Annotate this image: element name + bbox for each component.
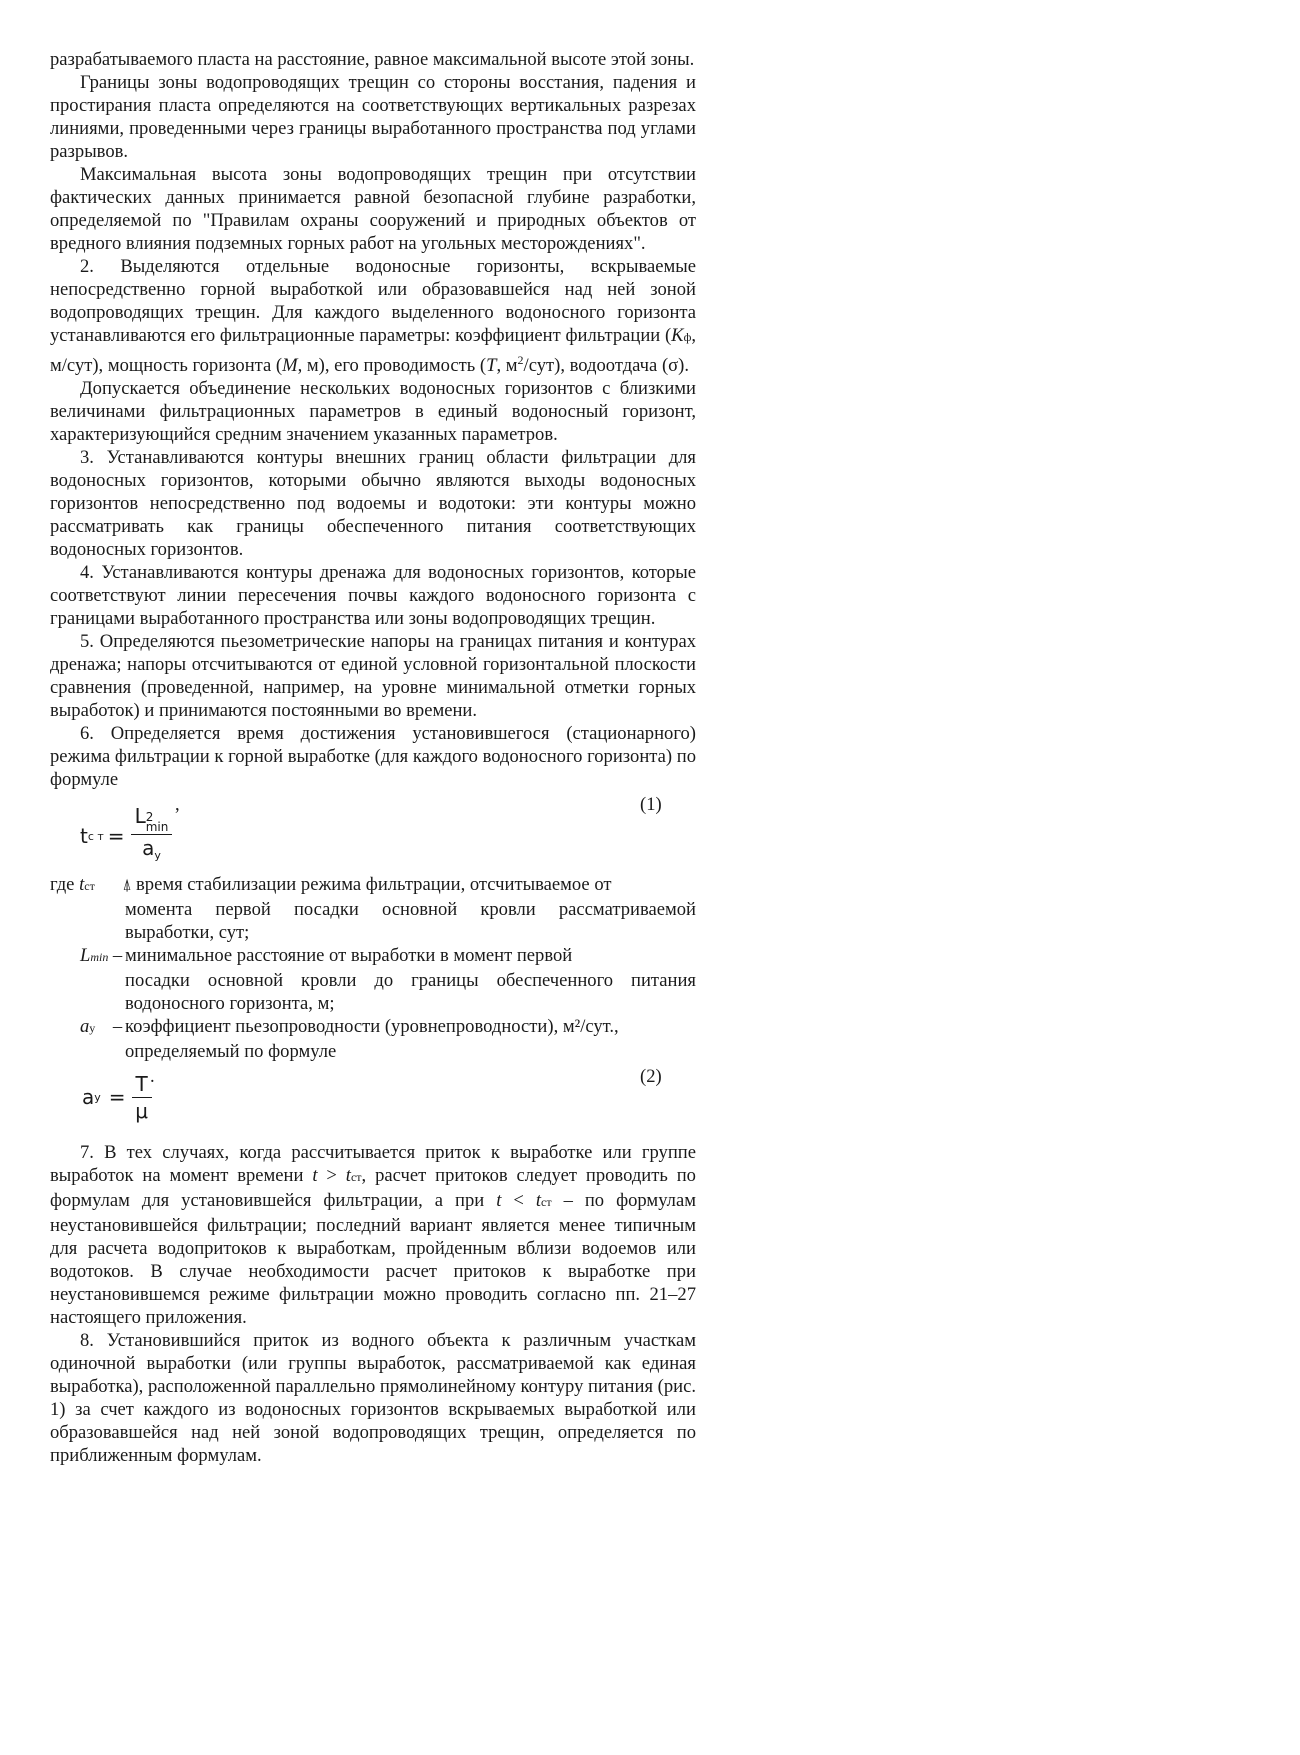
equation-number-1: (1) xyxy=(640,794,662,816)
document-page xyxy=(50,48,696,1467)
formula-2: . (2) a y = $\frac{T}{\mu}$ xyxy=(82,1066,662,1124)
paragraph-merge-horizons: Допускается объединение нескольких водоносных горизонтов с близкими величинами фильтрационных параметров в единый водоносный горизонт, характеризующийся средним значением указанных параметров. xyxy=(50,378,696,446)
formula-1-expression: t с т = L 2 min $a_y$ xyxy=(80,805,172,867)
paragraph-item-3: 3. Устанавливаются контуры внешних границ области фильтрации для водоносных горизонтов, которыми обычно являются выходы водоносных горизонтов непосредственно под водоемы и водотоки: эти контуры можно рассматривать как границы обеспеченного питания соответствующих водоносных горизонтов. xyxy=(50,447,696,561)
paragraph-fracture-zone-boundaries: Границы зоны водопроводящих трещин со стороны восстания, падения и простирания пласта определяются на соответствующих вертикальных разрезах линиями, проведенными через границы выработанного пространства под углами разрывов. xyxy=(50,72,696,162)
paragraph-continuation: разрабатываемого пласта на расстояние, равное максимальной высоте этой зоны. xyxy=(50,49,695,70)
paragraph-item-6: 6. Определяется время достижения установившегося (стационарного) режима фильтрации к горной выработке (для каждого водоносного горизонта) по формуле xyxy=(50,723,696,791)
broken-dash-glyph-icon: ⍋ xyxy=(122,875,132,895)
variable-definitions: где tст ⍋ время стабилизации режима фильтрации, отсчитываемое от момента первой посадки основной кровли рассматриваемой выработки, сут; Lmin – минимальное расстояние от выработки в момент первой посадки основной кровли до границы обеспеченного питания водоносного горизонта, м; aу – коэффициент пьезопроводности (уровнепроводности), м²/сут., определяемый по формуле xyxy=(50,874,696,1063)
paragraph-item-8: 8. Установившийся приток из водного объекта к различным участкам одиночной выработки (или группы выработок, рассматриваемой как единая выработка), расположенной параллельно прямолинейному контуру питания (рис. 1) за счет каждого из водоносных горизонтов вскрываемых выработкой или образовавшейся над ней зоной водопроводящих трещин, определяется по приближенным формулам. xyxy=(50,1330,696,1467)
paragraph-max-height: Максимальная высота зоны водопроводящих трещин при отсутствии фактических данных принимается равной безопасной глубине разработки, определяемой по "Правилам охраны сооружений и природных объектов от вредного влияния подземных горных работ на угольных месторождениях". xyxy=(50,164,696,254)
paragraph-item-4: 4. Устанавливаются контуры дренажа для водоносных горизонтов, которые соответствуют линии пересечения почвы каждого водоносного горизонта с границами выработанного пространства или зоны водопроводящих трещин. xyxy=(50,562,696,630)
paragraph-item-2: 2. Выделяются отдельные водоносные горизонты, вскрываемые непосредственно горной выработкой или образовавшейся над ней зоной водопроводящих трещин. Для каждого выделенного водоносного горизонта устанавливаются его фильтрационные параметры: коэффициент фильтрации (Kф, м/сут), мощность горизонта (M, м), его проводимость (T, $м^2/сут$), водоотдача (σ). xyxy=(50,256,696,377)
fraction: $\frac{T}{\mu}$ xyxy=(132,1073,152,1122)
fraction: L 2 min $a_y$ xyxy=(131,805,173,867)
paragraph-item-7: 7. В тех случаях, когда рассчитывается приток к выработке или группе выработок на момент времени t > tст, расчет притоков следует проводить по формулам для установившейся фильтрации, а при t < tст – по формулам неустановившейся фильтрации; последний вариант является менее типичным для расчета водопритоков к выработкам, пройденным вблизи водоемов или водотоков. В случае необходимости расчет притоков к выработке при неустановившемся режиме фильтрации можно проводить согласно пп. 21–27 настоящего приложения. xyxy=(50,1142,696,1329)
definition-l-min: Lmin – минимальное расстояние от выработки в момент первой xyxy=(80,945,573,967)
definition-t-st: где tст ⍋ время стабилизации режима фильтрации, отсчитываемое от xyxy=(50,874,612,896)
formula-2-expression: a y = $\frac{T}{\mu}$ xyxy=(82,1073,152,1122)
equation-number-2: (2) xyxy=(640,1066,662,1088)
formula-1: , (1) t с т = L 2 min $a_y$ xyxy=(50,791,696,873)
definition-a-y: aу – коэффициент пьезопроводности (уровнепроводности), м²/сут., xyxy=(80,1016,619,1038)
paragraph-item-5: 5. Определяются пьезометрические напоры на границах питания и контурах дренажа; напоры отсчитываются от единой условной горизонтальной плоскости сравнения (проведенной, например, на уровне минимальной отметки горных выработок) и принимаются постоянными во времени. xyxy=(50,631,696,722)
